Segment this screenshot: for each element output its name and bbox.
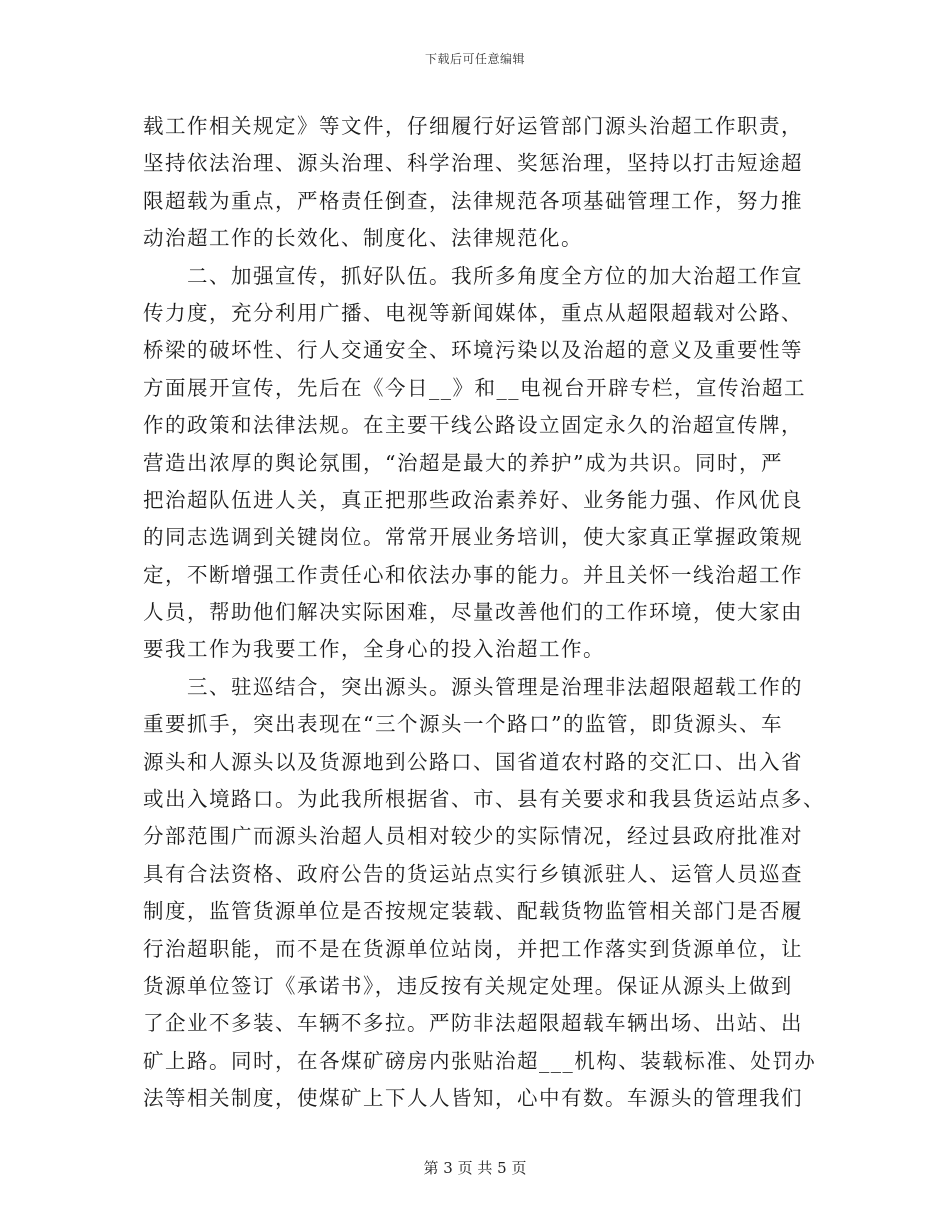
body-text (143, 108, 825, 1118)
page-footer: 第 3 页 共 5 页 (423, 1159, 527, 1177)
text-line: 方面展开宣传，先后在《今日__》和__电视台开辟专栏，宣传治超工 (143, 375, 806, 400)
text-line: 载工作相关规定》等文件，仔细履行好运管部门源头治超工作职责， (143, 114, 803, 138)
text-line: 分部范围广而源头治超人员相对较少的实际情况，经过县政府批准对 (143, 824, 803, 849)
text-line: 制度，监管货源单位是否按规定装载、配载货物监管相关部门是否履 (143, 899, 803, 924)
text-line: 定，不断增强工作责任心和依法办事的能力。并且关怀一线治超工作 (143, 562, 803, 587)
text-line: 动治超工作的长效化、制度化、法律规范化。 (143, 226, 583, 251)
text-line: 传力度，充分利用广播、电视等新闻媒体，重点从超限超载对公路、 (143, 300, 803, 325)
text-line: 具有合法资格、政府公告的货运站点实行乡镇派驻人、运管人员巡查 (143, 861, 803, 886)
text-line: 二、加强宣传，抓好队伍。我所多角度全方位的加大治超工作宣 (143, 263, 803, 288)
text-line: 桥梁的破坏性、行人交通安全、环境污染以及治超的意义及重要性等 (143, 338, 803, 363)
text-line: 人员，帮助他们解决实际困难，尽量改善他们的工作环境，使大家由 (143, 600, 803, 625)
text-line: 三、驻巡结合，突出源头。源头管理是治理非法超限超载工作的 (143, 674, 803, 699)
text-line: 法等相关制度，使煤矿上下人人皆知，心中有数。车源头的管理我们 (143, 1086, 803, 1111)
text-line: 作的政策和法律法规。在主要干线公路设立固定永久的治超宣传牌， (143, 413, 803, 438)
text-line: 源头和人源头以及货源地到公路口、国省道农村路的交汇口、出入省 (143, 749, 803, 774)
text-line: 重要抓手，突出表现在“三个源头一个路口”的监管，即货源头、车 (143, 712, 783, 737)
text-line: 要我工作为我要工作，全身心的投入治超工作。 (143, 637, 605, 662)
text-line: 营造出浓厚的舆论氛围，“治超是最大的养护”成为共识。同时，严 (143, 450, 783, 475)
text-line: 限超载为重点，严格责任倒查，法律规范各项基础管理工作，努力推 (143, 188, 803, 213)
text-line: 或出入境路口。为此我所根据省、市、县有关要求和我县货运站点多、 (143, 787, 825, 812)
text-line: 货源单位签订《承诺书》，违反按有关规定处理。保证从源头上做到 (143, 973, 793, 998)
text-line: 行治超职能，而不是在货源单位站岗，并把工作落实到货源单位，让 (143, 936, 803, 961)
text-line: 的同志选调到关键岗位。常常开展业务培训，使大家真正掌握政策规 (143, 525, 803, 550)
page-header: 下载后可任意编辑 (424, 52, 525, 66)
text-line: 把治超队伍进人关，真正把那些政治素养好、业务能力强、作风优良 (143, 487, 803, 512)
text-line: 了企业不多装、车辆不多拉。严防非法超限超载车辆出场、出站、出 (143, 1011, 803, 1036)
text-line: 矿上路。同时，在各煤矿磅房内张贴治超___机构、装载标准、处罚办 (143, 1048, 817, 1073)
text-line: 坚持依法治理、源头治理、科学治理、奖惩治理，坚持以打击短途超 (143, 151, 803, 176)
